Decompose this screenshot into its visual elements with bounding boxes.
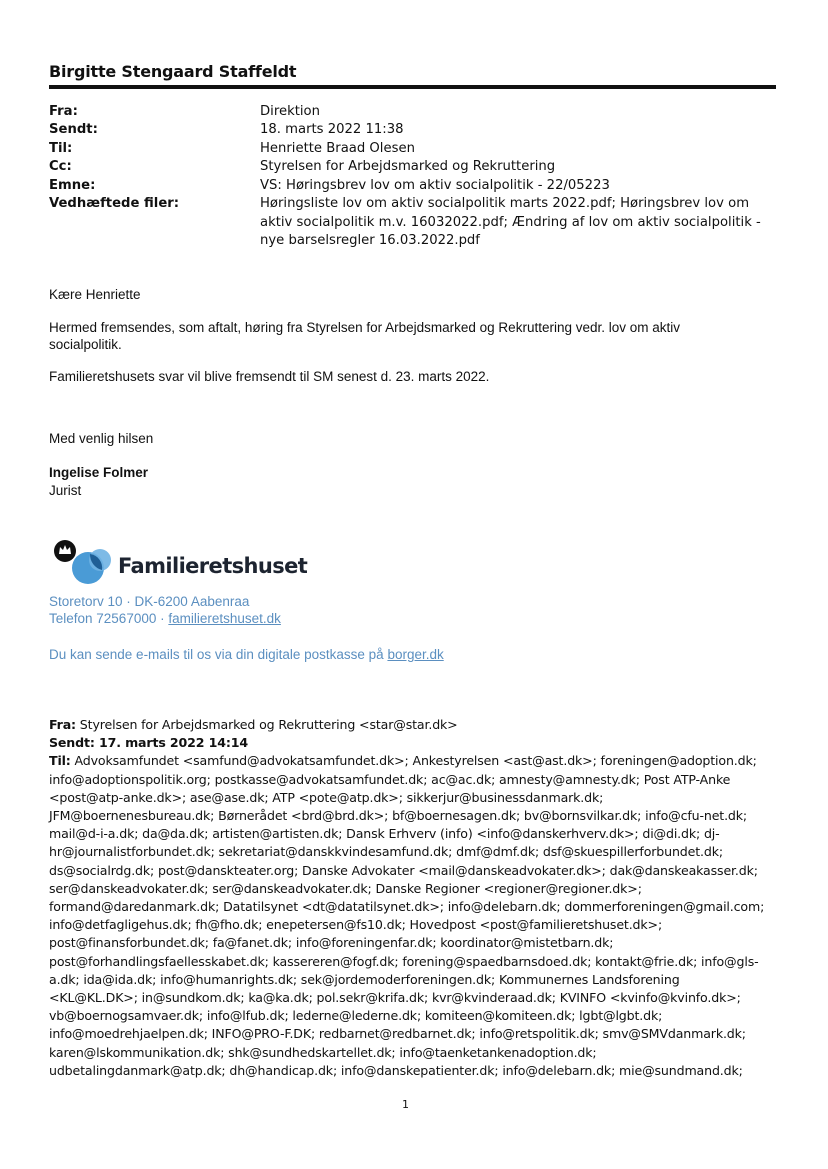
- header-value: Direktion: [260, 104, 320, 119]
- body-paragraph-1: Hermed fremsendes, som aftalt, høring fra Styrelsen for Arbejdsmarked og Rekruttering vedr. lov om aktiv socialpolitik.: [49, 320, 681, 352]
- logo-wordmark: Familieretshuset: [118, 554, 308, 578]
- recipient-line: info@adoptionspolitik.org; postkasse@advokatsamfundet.dk; ac@ac.dk; amnesty@amnesty.dk; Post ATP-Anke: [49, 771, 731, 787]
- phone-line: [49, 611, 281, 626]
- page-number: 1: [402, 1098, 409, 1111]
- forwarded-to-label: Til:: [49, 753, 71, 769]
- mail-note: [49, 647, 444, 662]
- forwarded-sent-value: 17. marts 2022 14:14: [94, 735, 248, 751]
- mail-note-text: Du kan sende e-mails til os via din digitale postkasse på: [49, 647, 388, 662]
- header-label: Sendt:: [49, 122, 98, 137]
- recipient-line: ds@socialrdg.dk; post@dansktеater.org; Danske Advokater <mail@danskeadvokater.dk>; dak@danskeakasser.dk;: [49, 862, 758, 878]
- header-value: VS: Høringsbrev lov om aktiv socialpolitik - 22/05223: [260, 178, 610, 193]
- recipient-line: formand@daredanmark.dk; Datatilsynet <dt@datatilsynet.dk>; info@delebarn.dk; dommerforeningen@gmail.com;: [49, 899, 765, 915]
- title-divider: [49, 85, 776, 89]
- forwarded-from: [49, 716, 779, 734]
- forwarded-message: [49, 716, 779, 1080]
- recipient-line: <KL@KL.DK>; in@sundkom.dk; ka@ka.dk; pol.sekr@krifa.dk; kvr@kvinderaad.dk; KVINFO <kvinfo@kvinfo.dk>;: [49, 990, 741, 1006]
- recipient-line: post@finansforbundet.dk; fa@fanet.dk; info@foreningenfar.dk; koordinator@mistetbarn.dk;: [49, 935, 614, 951]
- header-value: 18. marts 2022 11:38: [260, 122, 404, 137]
- header-value: Henriette Braad Olesen: [260, 141, 415, 156]
- header-value: Styrelsen for Arbejdsmarked og Rekruttering: [260, 159, 556, 174]
- recipient-line: mail@d-i-a.dk; da@da.dk; artisten@artisten.dk; Dansk Erhverv (info) <info@danskerhverv.dk>; di@di.dk; dj-: [49, 826, 720, 842]
- greeting: Kære Henriette: [49, 287, 141, 302]
- header-label: Fra:: [49, 104, 78, 119]
- recipient-line: ser@danskeadvokater.dk; ser@danskeadvokater.dk; Danske Regioner <regioner@regioner.dk>;: [49, 880, 642, 896]
- recipient-line: info@moedrehjaelpen.dk; INFO@PRO-F.DK; redbarnet@redbarnet.dk; info@retspolitik.dk; smv@SMVdanmark.dk;: [49, 1026, 746, 1042]
- header-label: Emne:: [49, 178, 96, 193]
- borger-link[interactable]: borger.dk: [387, 647, 444, 662]
- forwarded-from-value: Styrelsen for Arbejdsmarked og Rekruttering <star@star.dk>: [75, 717, 458, 732]
- recipient-line: vb@boernogsamvaer.dk; info@lfub.dk; lederne@lederne.dk; komiteen@komiteen.dk; lgbt@lgbt.dk;: [49, 1008, 663, 1024]
- recipient-list: [49, 771, 779, 1080]
- recipient-line: hr@journalistforbundet.dk; sekretariat@danskkvindesamfund.dk; dmf@dmf.dk; dsf@skuespillerforbundet.dk;: [49, 844, 723, 860]
- forwarded-to: [49, 752, 779, 770]
- recipient-line: a.dk; ida@ida.dk; info@humanrights.dk; sek@jordemoderforeningen.dk; Kommunernes Landsforening: [49, 971, 680, 987]
- phone-text: Telefon 72567000 ·: [49, 611, 169, 626]
- signer-title: Jurist: [49, 483, 82, 498]
- closing: Med venlig hilsen: [49, 431, 154, 446]
- forwarded-sent-label: Sendt:: [49, 735, 95, 751]
- header-value: Høringsliste lov om aktiv socialpolitik marts 2022.pdf; Høringsbrev lov om aktiv socialpolitik m.v. 16032022.pdf; Ændring af lov om aktiv socialpolitik - nye barselsregler 16.03.2022.pdf: [260, 196, 761, 248]
- address-line: Storetorv 10 · DK-6200 Aabenraa: [49, 594, 250, 609]
- recipient-line: JFM@boernenesbureau.dk; Børnerådet <brd@brd.dk>; bf@boernesagen.dk; bv@bornsvilkar.dk; info@cfu-net.dk;: [49, 808, 748, 824]
- body-paragraph-2: Familieretshusets svar vil blive fremsendt til SM senest d. 23. marts 2022.: [49, 369, 490, 384]
- forwarded-from-label: Fra:: [49, 717, 76, 732]
- recipient-line: karen@lskommunikation.dk; shk@sundhedskartellet.dk; info@taenketankenadoption.dk;: [49, 1044, 597, 1060]
- signer-name: Ingelise Folmer: [49, 465, 149, 480]
- recipient-line: <post@atp-anke.dk>; ase@ase.dk; ATP <pote@atp.dk>; sikkerjur@businessdanmark.dk;: [49, 789, 604, 805]
- website-link[interactable]: familieretshuset.dk: [168, 611, 281, 626]
- header-label: Til:: [49, 141, 73, 156]
- recipient-line: info@detfagligehus.dk; fh@fho.dk; enepetersen@fs10.dk; Hovedpost <post@familieretshuset.dk>;: [49, 917, 663, 933]
- sender-name: Birgitte Stengaard Staffeldt: [49, 62, 297, 81]
- forwarded-to-first: Advoksamfundet <samfund@advokatsamfundet.dk>; Ankestyrelsen <ast@ast.dk>; foreningen@adoption.dk;: [70, 753, 757, 769]
- forwarded-sent: [49, 734, 779, 752]
- recipient-line: udbetalingdanmark@atp.dk; dh@handicap.dk; info@danskepatienter.dk; info@delebarn.dk; mie@sundmand.dk;: [49, 1062, 743, 1078]
- header-label: Cc:: [49, 159, 72, 174]
- header-label: Vedhæftede filer:: [49, 196, 180, 211]
- recipient-line: post@forhandlingsfaellesskabet.dk; kassereren@fogf.dk; forening@spaedbarnsdoed.dk; kontakt@frie.dk; info@gls-: [49, 953, 759, 969]
